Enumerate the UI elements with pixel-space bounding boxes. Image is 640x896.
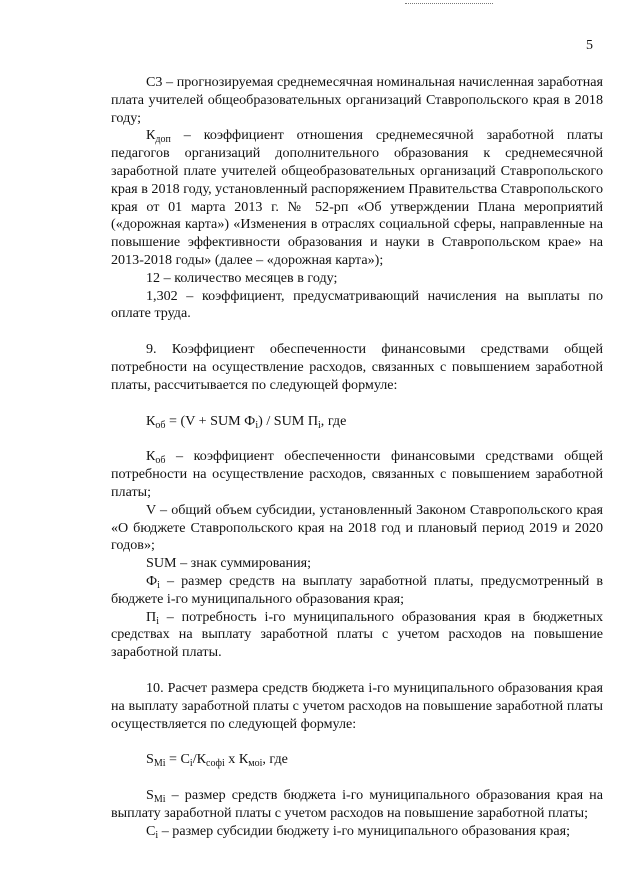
formula-subscript: Mi (153, 758, 166, 770)
definition-text: – прогнозируемая среднемесячная номинальная начисленная заработная плата учителей общеобразовательных организаций Ставропольского края в 2018 году; (111, 74, 603, 126)
document-body (111, 74, 603, 840)
formula-subscript: мoi (248, 758, 263, 770)
definition-text: – потребность i-го муниципального образования края в бюджетных средствах на выплату заработной платы с учетом расходов на повышение заработной платы. (111, 608, 603, 661)
paragraph-10: 10. Расчет размера средств бюджета i-го муниципального образования края на выплату заработной платы с учетом расходов на повышение заработной платы осуществляется по следующей формуле: (111, 679, 603, 732)
formula-subscript: об (155, 419, 166, 431)
scan-artifact-line (405, 3, 493, 4)
definition-symbol: С3 (146, 74, 163, 90)
formula-subscript: i (318, 419, 321, 431)
definition-text: – размер субсидии бюджету i-го муниципального образования края; (158, 822, 571, 839)
definition-subscript: i (157, 579, 160, 591)
definition-p-i (111, 609, 603, 662)
formula-subscript: софі (206, 758, 225, 770)
definition-subscript: i (156, 615, 159, 627)
definition-c3 (111, 74, 603, 127)
definition-subscript: об (155, 455, 166, 467)
definition-symbol: П (146, 608, 157, 625)
definition-symbol: 12 (146, 269, 161, 286)
definition-symbol: C (146, 822, 156, 839)
definition-text: – коэффициент отношения среднемесячной заработной платы педагогов организаций дополнительного образования к среднемесячной заработной плате учителей общеобразовательных организаций Ставропольского края в 2018 году, установленный распоряжением Правительства Ставропольского края от 01 марта 2013 г. № 52-рп «Об утверждении Плана мероприятий («дорожная карта») «Изменения в отраслях социальной сферы, направленные на повышение эффективности образования и науки в Ставропольском крае» на 2013-2018 годы» (далее – «дорожная карта»); (111, 127, 603, 268)
definition-symbol: SUM (146, 555, 177, 572)
definition-subscript: i (155, 829, 159, 841)
page-number: 5 (586, 38, 593, 53)
definition-subscript: доп (155, 134, 171, 146)
definition-k-ob (111, 448, 603, 501)
definitions-list-1 (111, 74, 603, 323)
definitions-list-10 (111, 787, 603, 840)
definition-subscript: Mi (153, 794, 166, 806)
definition-symbol: К (146, 448, 156, 465)
definition-text: – количество месяцев в году; (160, 269, 338, 286)
definition-k-dop (111, 127, 603, 269)
paragraph-9: 9. Коэффициент обеспеченности финансовыми средствами общей потребности на осуществление расходов, связанных с повышением заработной платы, рассчитывается по следующей формуле: (111, 341, 603, 393)
definition-sum (111, 555, 603, 573)
definition-text: – коэффициент, предусматривающий начисления на выплаты по оплате труда. (111, 287, 603, 322)
formula-part: S (146, 751, 154, 768)
formula-part: = C (165, 751, 190, 768)
formula-subscript: i (255, 419, 259, 431)
formula-s-mi (111, 751, 603, 769)
formula-part: /К (192, 751, 207, 768)
formula-subscript: i (189, 758, 193, 770)
definition-symbol: К (146, 127, 156, 144)
definition-text: – коэффициент обеспеченности финансовыми средствами общей потребности на осуществление расходов, связанных с повышением заработной платы; (111, 448, 603, 500)
definition-text: – размер средств на выплату заработной платы, предусмотренный в бюджете i-го муниципального образования края; (111, 572, 603, 607)
formula-part: , где (262, 751, 288, 768)
formula-part: ) / SUM П (258, 412, 319, 429)
definition-text: – общий объем субсидии, установленный Законом Ставропольского края «О бюджете Ставропольского края на 2018 год и плановый период 2019 и 2020 годов»; (111, 501, 603, 554)
formula-part: , где (320, 412, 347, 429)
formula-part: х К (224, 751, 249, 768)
definition-text: – знак суммирования; (176, 555, 312, 572)
definition-coefficient (111, 288, 603, 324)
definition-months (111, 270, 603, 288)
formula-part: = (V + SUM Ф (165, 412, 256, 429)
definition-symbol: V (146, 501, 156, 518)
definition-symbol: 1,302 (146, 287, 178, 304)
definition-c-i (111, 823, 603, 841)
definitions-list-9 (111, 448, 603, 662)
formula-part: К (146, 412, 156, 429)
definition-symbol: Ф (146, 572, 158, 589)
formula-k-ob (111, 413, 603, 431)
definition-v (111, 502, 603, 555)
definition-symbol: S (146, 787, 154, 804)
definition-s-mi (111, 787, 603, 823)
definition-text: – размер средств бюджета i-го муниципального образования края на выплату заработной платы с учетом расходов на повышение заработной платы; (111, 787, 603, 821)
definition-phi-i (111, 573, 603, 609)
